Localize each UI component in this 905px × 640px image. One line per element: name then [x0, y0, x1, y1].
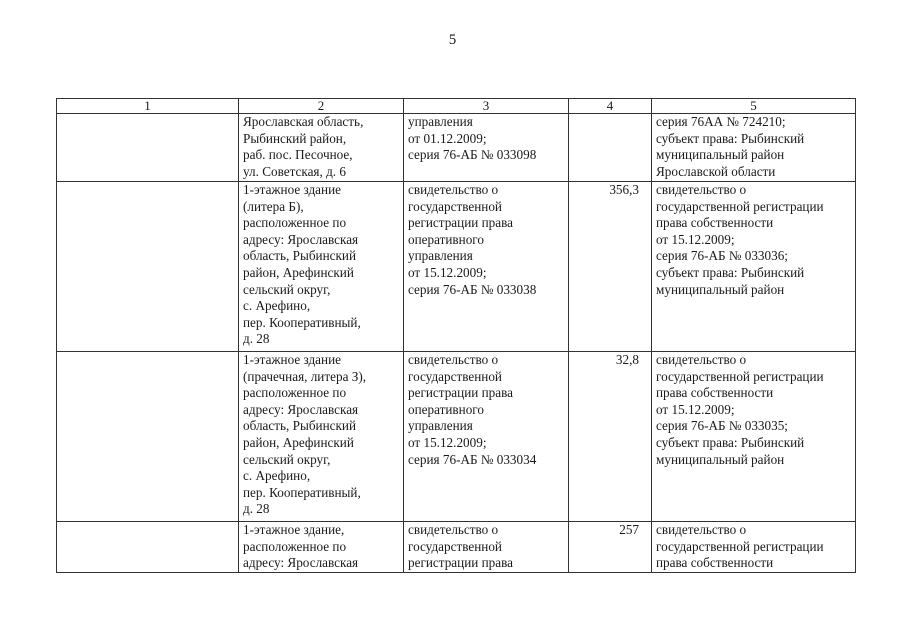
- header-col-1: 1: [57, 99, 239, 114]
- cell-line: свидетельство о: [408, 522, 499, 537]
- cell-line: с. Арефино,: [243, 468, 311, 484]
- cell-certificate: [404, 182, 569, 352]
- cell-line: расположенное по: [243, 538, 347, 554]
- cell-line: государственной регистрации: [656, 198, 824, 214]
- cell-line: регистрации права: [408, 385, 514, 401]
- cell-line: (литера Б),: [243, 198, 304, 214]
- cell-line: область, Рыбинский: [243, 418, 357, 434]
- cell-line: государственной регистрации: [656, 368, 824, 384]
- cell-line: адресу: Ярославская: [243, 401, 359, 417]
- cell-line: пер. Кооперативный,: [243, 314, 361, 330]
- page-number: 5: [448, 32, 457, 48]
- cell-line: (прачечная, литера З),: [243, 368, 367, 384]
- header-col-5: 5: [652, 99, 856, 114]
- cell-line: Ярославской области: [656, 163, 776, 179]
- cell-line: от 01.12.2009;: [408, 130, 487, 146]
- cell-line: регистрации права: [408, 215, 514, 231]
- cell-line: расположенное по: [243, 215, 347, 231]
- cell-line: 1-этажное здание,: [243, 522, 345, 537]
- cell-line: муниципальный район: [656, 281, 785, 297]
- cell-line: муниципальный район: [656, 147, 785, 163]
- cell-line: сельский округ,: [243, 451, 331, 467]
- cell-line: регистрации права: [408, 555, 514, 571]
- cell-line: свидетельство о: [656, 182, 747, 197]
- cell-certificate: [404, 352, 569, 522]
- cell-line: свидетельство о: [656, 522, 747, 537]
- cell-line: свидетельство о: [408, 182, 499, 197]
- cell-line: с. Арефино,: [243, 298, 311, 314]
- header-col-2: 2: [239, 99, 404, 114]
- cell-line: серия 76АА № 724210;: [656, 114, 786, 129]
- cell-line: управления: [408, 114, 473, 129]
- cell-area: [569, 114, 652, 182]
- cell-line: права собственности: [656, 555, 774, 571]
- cell-line: область, Рыбинский: [243, 248, 357, 264]
- cell-line: государственной: [408, 538, 502, 554]
- cell-line: сельский округ,: [243, 281, 331, 297]
- table-row: [57, 114, 856, 182]
- cell-line: субъект права: Рыбинский: [656, 130, 805, 146]
- cell-col1: [57, 352, 239, 522]
- cell-line: 1-этажное здание: [243, 352, 341, 367]
- cell-col1: [57, 182, 239, 352]
- cell-ownership: [652, 522, 856, 573]
- cell-line: права собственности: [656, 215, 774, 231]
- cell-line: права собственности: [656, 385, 774, 401]
- cell-line: управления: [408, 418, 473, 434]
- table-row: [57, 352, 856, 522]
- cell-area: 32,8: [569, 352, 652, 522]
- cell-line: пер. Кооперативный,: [243, 484, 361, 500]
- cell-address: [239, 352, 404, 522]
- cell-area: 257: [569, 522, 652, 573]
- cell-line: Рыбинский район,: [243, 130, 347, 146]
- header-col-3: 3: [404, 99, 569, 114]
- cell-line: оперативного: [408, 401, 484, 417]
- cell-line: управления: [408, 248, 473, 264]
- cell-line: д. 28: [243, 501, 270, 517]
- cell-col1: [57, 522, 239, 573]
- cell-address: [239, 522, 404, 573]
- cell-line: от 15.12.2009;: [408, 434, 487, 450]
- cell-line: государственной регистрации: [656, 538, 824, 554]
- cell-line: 1-этажное здание: [243, 182, 341, 197]
- cell-line: свидетельство о: [656, 352, 747, 367]
- cell-line: свидетельство о: [408, 352, 499, 367]
- cell-ownership: [652, 352, 856, 522]
- cell-certificate: [404, 522, 569, 573]
- cell-line: серия 76-АБ № 033098: [408, 147, 537, 163]
- cell-area: 356,3: [569, 182, 652, 352]
- cell-line: оперативного: [408, 231, 484, 247]
- cell-line: расположенное по: [243, 385, 347, 401]
- cell-line: Ярославская область,: [243, 114, 364, 129]
- table-header-row: [57, 99, 856, 114]
- cell-line: от 15.12.2009;: [656, 231, 735, 247]
- cell-address: [239, 182, 404, 352]
- cell-line: серия 76-АБ № 033035;: [656, 418, 788, 434]
- cell-line: государственной: [408, 368, 502, 384]
- cell-ownership: [652, 182, 856, 352]
- header-col-4: 4: [569, 99, 652, 114]
- cell-line: от 15.12.2009;: [408, 264, 487, 280]
- cell-line: муниципальный район: [656, 451, 785, 467]
- cell-line: государственной: [408, 198, 502, 214]
- table-row: [57, 182, 856, 352]
- cell-line: ул. Советская, д. 6: [243, 163, 346, 179]
- cell-line: субъект права: Рыбинский: [656, 434, 805, 450]
- cell-line: серия 76-АБ № 033034: [408, 451, 537, 467]
- cell-line: раб. пос. Песочное,: [243, 147, 353, 163]
- cell-line: д. 28: [243, 331, 270, 347]
- cell-certificate: [404, 114, 569, 182]
- property-table: [56, 98, 856, 573]
- cell-line: район, Арефинский: [243, 434, 354, 450]
- cell-line: субъект права: Рыбинский: [656, 264, 805, 280]
- cell-line: серия 76-АБ № 033036;: [656, 248, 788, 264]
- cell-address: [239, 114, 404, 182]
- cell-ownership: [652, 114, 856, 182]
- cell-line: район, Арефинский: [243, 264, 354, 280]
- cell-line: адресу: Ярославская: [243, 231, 359, 247]
- cell-col1: [57, 114, 239, 182]
- cell-line: серия 76-АБ № 033038: [408, 281, 537, 297]
- cell-line: от 15.12.2009;: [656, 401, 735, 417]
- table-row: [57, 522, 856, 573]
- cell-line: адресу: Ярославская: [243, 555, 359, 571]
